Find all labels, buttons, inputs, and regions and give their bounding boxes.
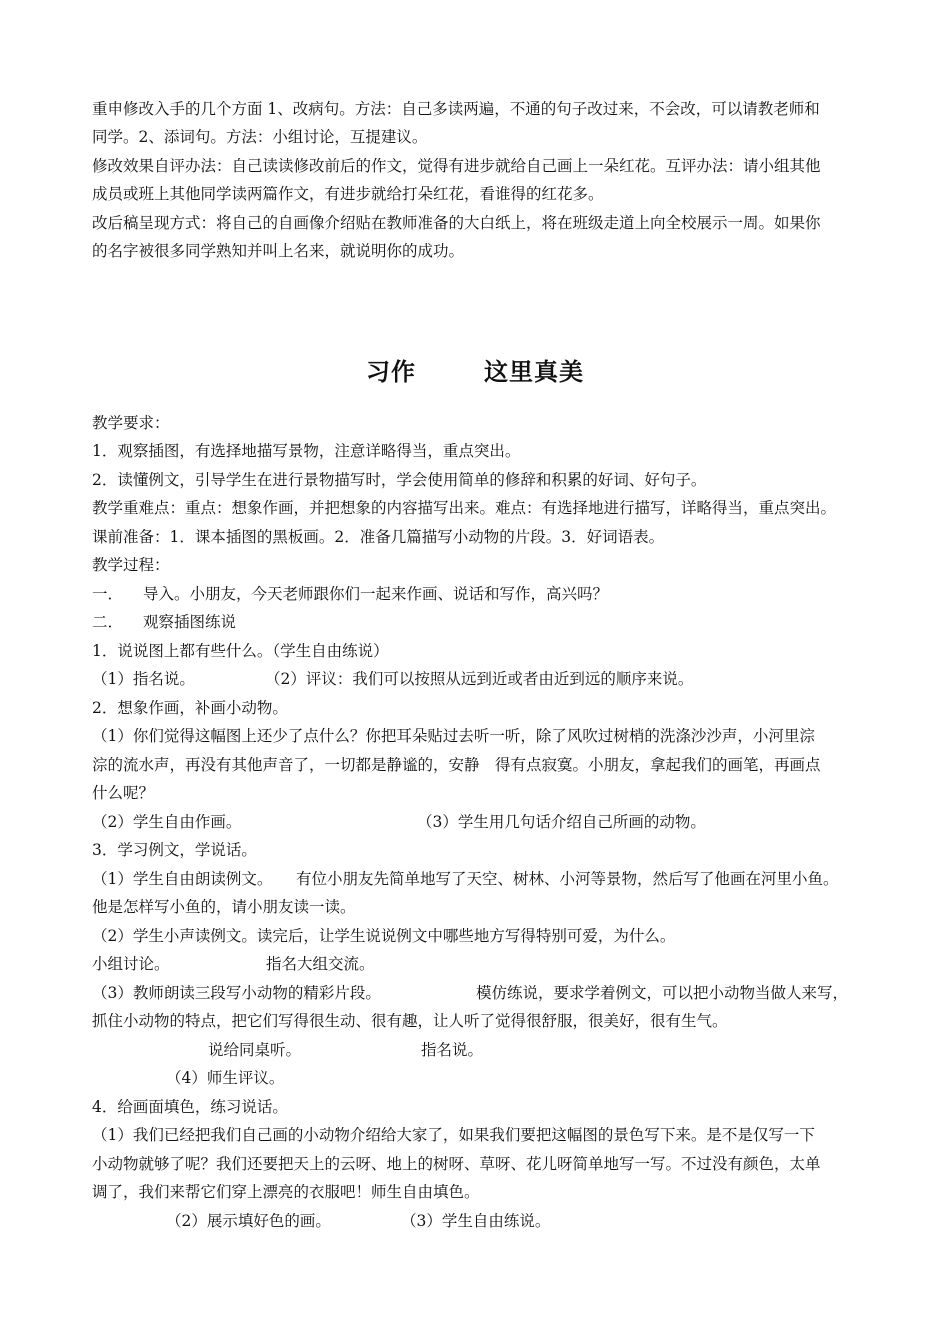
sub-item: （1）学生自由朗读例文。 bbox=[92, 870, 273, 888]
paragraph-line: 同学。2、添词句。方法：小组讨论，互提建议。 bbox=[92, 128, 428, 146]
sub-item: （2）学生自由作画。 bbox=[92, 813, 242, 831]
sub-item: （2）评议：我们可以按照从远到近或者由近到远的顺序来说。 bbox=[265, 670, 694, 688]
sub-item: （1）指名说。 bbox=[92, 670, 195, 688]
paragraph-line: 重申修改入手的几个方面 1、改病句。方法：自己多读两遍，不通的句子改过来，不会改，可以请教老师和 bbox=[92, 100, 820, 118]
sub-item: 指名说。 bbox=[421, 1041, 484, 1059]
paragraph-line: 改后稿呈现方式：将自己的自画像介绍贴在教师准备的大白纸上，将在班级走道上向全校展示一周。如果你 bbox=[92, 214, 821, 232]
requirement-item: 1．观察插图，有选择地描写景物，注意详略得当，重点突出。 bbox=[92, 442, 521, 460]
sub-step: 3．学习例文，学说话。 bbox=[92, 841, 257, 859]
sub-item: 模仿练说，要求学着例文，可以把小动物当做人来写， bbox=[476, 984, 849, 1002]
key-points: 教学重难点：重点：想象作画，并把想象的内容描写出来。难点：有选择地进行描写，详略得当，重点突出。 bbox=[92, 499, 837, 517]
title-left: 习作 bbox=[366, 358, 416, 386]
paragraph-line: 淙的流水声，再没有其他声音了，一切都是静谧的，安静 得有点寂寞。小朋友，拿起我们的画笔，再画点 bbox=[92, 756, 821, 774]
paragraph-line: 修改效果自评办法：自己读读修改前后的作文，觉得有进步就给自己画上一朵红花。互评办法：请小组其他 bbox=[92, 157, 821, 175]
sub-item: （3）学生自由练说。 bbox=[401, 1212, 551, 1230]
sub-item: （3）教师朗读三段写小动物的精彩片段。 bbox=[92, 984, 381, 1002]
sub-item: 说给同桌听。 bbox=[208, 1041, 302, 1059]
sub-item: （2）展示填好色的画。 bbox=[166, 1212, 331, 1230]
requirements-heading: 教学要求： bbox=[92, 414, 170, 432]
preparation: 课前准备：1．课本插图的黑板画。2．准备几篇描写小动物的片段。3．好词语表。 bbox=[92, 528, 665, 546]
sub-step: 2．想象作画，补画小动物。 bbox=[92, 699, 288, 717]
step-number: 二． bbox=[92, 613, 124, 631]
sub-item: 有位小朋友先简单地写了天空、树林、小河等景物，然后写了他画在河里小鱼。 bbox=[296, 870, 839, 888]
paragraph-line: 什么呢？ bbox=[92, 784, 155, 802]
title-right: 这里真美 bbox=[484, 358, 584, 386]
requirement-item: 2．读懂例文，引导学生在进行景物描写时，学会使用简单的修辞和积累的好词、好句子。 bbox=[92, 471, 707, 489]
step-text: 导入。小朋友，今天老师跟你们一起来作画、说话和写作，高兴吗？ bbox=[143, 585, 609, 603]
sub-item: （4）师生评议。 bbox=[166, 1069, 285, 1087]
paragraph-line: 成员或班上其他同学读两篇作文，有进步就给打朵红花，看谁得的红花多。 bbox=[92, 185, 604, 203]
paragraph-line: （1）你们觉得这幅图上还少了点什么？你把耳朵贴过去听一听，除了风吹过树梢的洗涤沙沙声，小河里淙 bbox=[92, 727, 815, 745]
paragraph-line: 的名字被很多同学熟知并叫上名来，就说明你的成功。 bbox=[92, 242, 465, 260]
step-text: 观察插图练说 bbox=[143, 613, 237, 631]
sub-step: 4．给画面填色，练习说话。 bbox=[92, 1098, 288, 1116]
process-heading: 教学过程： bbox=[92, 556, 170, 574]
sub-step: 1．说说图上都有些什么。（学生自由练说） bbox=[92, 642, 389, 660]
paragraph-line: 抓住小动物的特点，把它们写得很生动、很有趣，让人听了觉得很舒服，很美好，很有生气。 bbox=[92, 1012, 728, 1030]
sub-item: 小组讨论。 bbox=[92, 955, 170, 973]
sub-item: （3）学生用几句话介绍自己所画的动物。 bbox=[417, 813, 706, 831]
paragraph-line: 调了，我们来帮它们穿上漂亮的衣服吧！师生自由填色。 bbox=[92, 1183, 480, 1201]
paragraph-line: 他是怎样写小鱼的，请小朋友读一读。 bbox=[92, 898, 356, 916]
sub-item: 指名大组交流。 bbox=[266, 955, 375, 973]
paragraph-line: 小动物就够了呢？我们还要把天上的云呀、地上的树呀、草呀、花儿呀简单地写一写。不过没有颜色，太单 bbox=[92, 1155, 821, 1173]
section-title bbox=[0, 352, 950, 387]
paragraph-line: （1）我们已经把我们自己画的小动物介绍给大家了，如果我们要把这幅图的景色写下来。是不是仅写一下 bbox=[92, 1126, 815, 1144]
step-number: 一． bbox=[92, 585, 124, 603]
paragraph-line: （2）学生小声读例文。读完后，让学生说说例文中哪些地方写得特别可爱，为什么。 bbox=[92, 927, 676, 945]
